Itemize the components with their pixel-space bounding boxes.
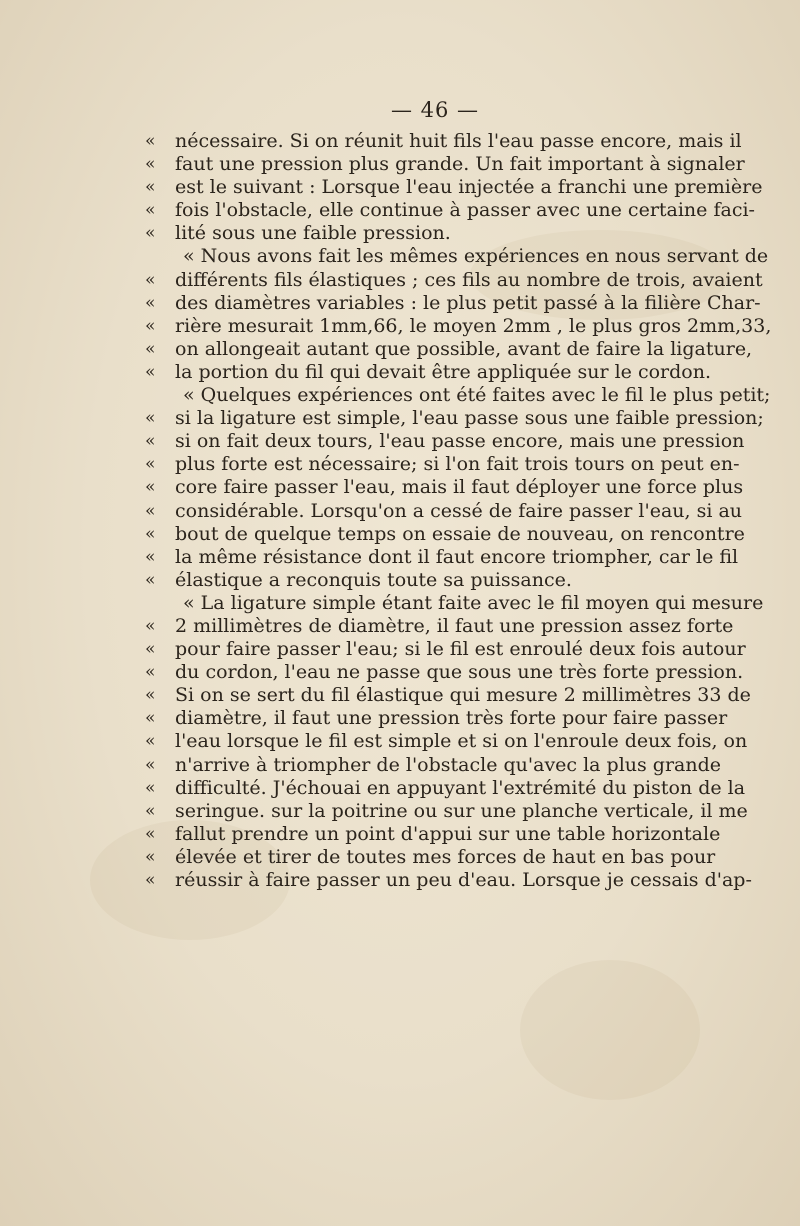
- quote-mark: «: [145, 431, 156, 452]
- line-text: la portion du fil qui devait être appliquée sur le cordon.: [175, 360, 712, 383]
- quote-mark: «: [145, 731, 156, 752]
- quote-mark: «: [145, 454, 156, 475]
- text-line: [145, 776, 746, 800]
- text-line: [145, 499, 743, 523]
- quote-mark: «: [145, 846, 156, 867]
- line-text: faut une pression plus grande. Un fait important à signaler: [175, 153, 745, 176]
- text-line: [145, 730, 748, 753]
- line-text: pour faire passer l'eau; si le fil est enroulé deux fois autour: [175, 638, 746, 661]
- text-line: [145, 384, 771, 407]
- text-line: [145, 361, 711, 384]
- text-line: [145, 614, 734, 638]
- text-line: [145, 268, 763, 292]
- quote-mark: «: [145, 615, 156, 636]
- text-line: [145, 753, 722, 777]
- quote-mark: «: [145, 177, 156, 198]
- text-line: [145, 153, 745, 176]
- quote-mark: «: [145, 754, 156, 775]
- line-text: rière mesurait 1mm,66, le moyen 2mm , le plus gros 2mm,33,: [175, 314, 772, 337]
- line-text: Si on se sert du fil élastique qui mesure 2 millimètres 33 de: [175, 684, 751, 707]
- line-text: des diamètres variables : le plus petit passé à la filière Char-: [175, 291, 761, 314]
- line-text: différents fils élastiques ; ces fils au nombre de trois, avaient: [175, 268, 763, 291]
- quote-mark: «: [145, 708, 156, 729]
- text-line: [145, 845, 716, 869]
- text-line: [145, 245, 769, 268]
- text-line: [145, 291, 761, 315]
- text-line: [145, 591, 764, 615]
- quote-mark: «: [145, 546, 156, 567]
- quote-mark: «: [145, 823, 156, 844]
- line-text: si on fait deux tours, l'eau passe encore, mais une pression: [175, 430, 745, 453]
- text-line: [145, 199, 755, 222]
- text-line: [145, 476, 744, 499]
- text-line: [145, 799, 748, 823]
- line-text: « La ligature simple étant faite avec le fil moyen qui mesure: [183, 591, 764, 614]
- line-text: « Quelques expériences ont été faites avec le fil le plus petit;: [183, 384, 771, 407]
- text-line: [145, 314, 772, 338]
- quote-mark: «: [145, 269, 156, 290]
- body-text-block: [145, 130, 772, 892]
- line-text: bout de quelque temps on essaie de nouveau, on rencontre: [175, 522, 745, 545]
- text-line: [145, 569, 711, 592]
- line-text: est le suivant : Lorsque l'eau injectée a franchi une première: [175, 176, 763, 199]
- line-text: élevée et tirer de toutes mes forces de haut en bas pour: [175, 845, 716, 868]
- quote-mark: «: [145, 338, 156, 359]
- page-number: — 46 —: [390, 98, 480, 122]
- text-line: [145, 176, 763, 199]
- quote-mark: «: [145, 777, 156, 798]
- text-line: [145, 430, 745, 453]
- text-line: [145, 638, 746, 661]
- quote-mark: «: [145, 569, 156, 590]
- quote-mark: «: [145, 131, 156, 151]
- line-text: élastique a reconquis toute sa puissance.: [175, 568, 572, 591]
- text-line: [145, 453, 740, 476]
- text-line: [145, 661, 744, 684]
- text-line: [145, 337, 753, 361]
- line-text: lité sous une faible pression.: [175, 222, 451, 245]
- line-text: l'eau lorsque le fil est simple et si on l'enroule deux fois, on: [175, 730, 748, 753]
- quote-mark: «: [145, 523, 156, 544]
- line-text: « Nous avons fait les mêmes expériences en nous servant de: [183, 245, 769, 268]
- line-text: core faire passer l'eau, mais il faut déployer une force plus: [175, 476, 744, 499]
- quote-mark: «: [145, 639, 156, 660]
- text-line: [145, 222, 711, 245]
- line-text: plus forte est nécessaire; si l'on fait trois tours on peut en-: [175, 453, 740, 476]
- line-text: la même résistance dont il faut encore triompher, car le fil: [175, 545, 739, 568]
- line-text: nécessaire. Si on réunit huit fils l'eau passe encore, mais il: [175, 130, 742, 152]
- quote-mark: «: [145, 800, 156, 821]
- text-line: [145, 407, 764, 430]
- text-line: [145, 522, 745, 546]
- quote-mark: «: [145, 292, 156, 313]
- line-text: diamètre, il faut une pression très forte pour faire passer: [175, 707, 728, 730]
- line-text: seringue. sur la poitrine ou sur une planche verticale, il me: [175, 799, 748, 822]
- text-line: [145, 822, 721, 846]
- line-text: du cordon, l'eau ne passe que sous une très forte pression.: [175, 661, 744, 684]
- line-text: fois l'obstacle, elle continue à passer avec une certaine faci-: [175, 199, 755, 222]
- text-line: [145, 707, 728, 730]
- text-line: [145, 545, 739, 569]
- quote-mark: «: [145, 685, 156, 706]
- line-text: 2 millimètres de diamètre, il faut une pression assez forte: [175, 614, 734, 637]
- paper-stain: [520, 960, 700, 1100]
- quote-mark: «: [145, 408, 156, 429]
- line-text: réussir à faire passer un peu d'eau. Lorsque je cessais d'ap-: [175, 869, 752, 891]
- text-line: [145, 130, 742, 153]
- quote-mark: «: [145, 200, 156, 221]
- quote-mark: «: [145, 662, 156, 683]
- line-text: difficulté. J'échouai en appuyant l'extrémité du piston de la: [175, 776, 746, 799]
- line-text: fallut prendre un point d'appui sur une table horizontale: [175, 822, 721, 845]
- line-text: n'arrive à triompher de l'obstacle qu'avec la plus grande: [175, 753, 722, 776]
- quote-mark: «: [145, 500, 156, 521]
- quote-mark: «: [145, 154, 156, 175]
- text-line: [145, 869, 752, 892]
- quote-mark: «: [145, 361, 156, 382]
- line-text: si la ligature est simple, l'eau passe sous une faible pression;: [175, 407, 764, 430]
- quote-mark: «: [145, 477, 156, 498]
- line-text: on allongeait autant que possible, avant de faire la ligature,: [175, 337, 753, 360]
- quote-mark: «: [145, 315, 156, 336]
- line-text: considérable. Lorsqu'on a cessé de faire passer l'eau, si au: [175, 499, 743, 522]
- quote-mark: «: [145, 223, 156, 244]
- quote-mark: «: [145, 870, 156, 890]
- text-line: [145, 684, 751, 707]
